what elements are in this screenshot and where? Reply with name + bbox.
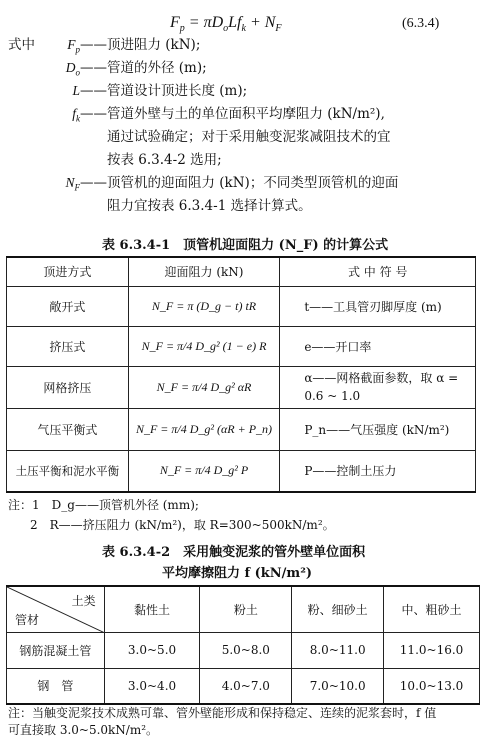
table1-method: 网格挤压: [7, 366, 129, 408]
table1-caption: 表 6.3.4-1 顶管机迎面阻力 (N_F) 的计算公式: [102, 238, 389, 253]
table1-note-2: 2 R——挤压阻力 (kN/m²)，取 R=300~500kN/m²。: [30, 518, 335, 532]
table1-symbols: P_n——气压强度 (kN/m²): [280, 408, 476, 450]
table-row: [7, 450, 476, 492]
definition-nf-line2: 阻力宜按表 6.3.4-1 选择计算式。: [107, 198, 312, 214]
table2-material: 钢筋混凝土管: [7, 632, 105, 668]
table2-material: 钢 管: [7, 668, 105, 704]
table2-value: 11.0~16.0: [384, 632, 480, 668]
equation-number: (6.3.4): [402, 16, 440, 31]
definition-l: L——管道设计顶进长度 (m);: [72, 83, 248, 99]
definition-nf: $N_F——$顶管机的迎面阻力 (kN)；不同类型顶管机的迎面: [65, 175, 399, 193]
table1-method: 敞开式: [7, 286, 129, 326]
table1: [6, 256, 476, 493]
table1-formula: N_F = π/4 D_g² (1 − e) R: [128, 326, 280, 366]
table2-value: 7.0~10.0: [292, 668, 384, 704]
table2-note-line1: 注：当触变泥浆技术成熟可靠、管外壁能形成和保持稳定、连续的泥浆套时，f 值: [8, 706, 437, 720]
table-row: [7, 286, 476, 326]
definition-fk-line2: 通过试验确定；对于采用触变泥浆减阻技术的宜: [107, 129, 391, 145]
table2-corner-top: 土类: [71, 594, 96, 608]
table1-method: 气压平衡式: [7, 408, 129, 450]
table2-header-fine-sand: 粉、细砂土: [292, 586, 384, 632]
definition-do: $D_o——$管道的外径 (m);: [65, 60, 207, 78]
table2-value: 3.0~5.0: [104, 632, 200, 668]
table1-header-symbols: 式 中 符 号: [280, 257, 476, 286]
table1-symbols: t——工具管刃脚厚度 (m): [280, 286, 476, 326]
table2: [6, 585, 480, 705]
table2-value: 8.0~11.0: [292, 632, 384, 668]
table-row: [7, 632, 480, 668]
table1-symbols: P——控制土压力: [280, 450, 476, 492]
table1-method: 土压平衡和泥水平衡: [7, 450, 129, 492]
where-label: 式中: [8, 37, 35, 53]
table2-caption-line2: 平均摩擦阻力 f (kN/m²): [162, 566, 313, 581]
table2-value: 4.0~7.0: [200, 668, 292, 704]
definition-fk: $f_k——$管道外壁与土的单位面积平均摩阻力 (kN/m²),: [72, 106, 385, 124]
table-row: [7, 668, 480, 704]
table2-header-coarse-sand: 中、粗砂土: [384, 586, 480, 632]
table2-caption-line1: 表 6.3.4-2 采用触变泥浆的管外壁单位面积: [102, 545, 366, 560]
table2-value: 5.0~8.0: [200, 632, 292, 668]
table2-header-clay: 黏性土: [104, 586, 200, 632]
table1-note-1: 注：1 D_g——顶管机外径 (mm);: [8, 498, 199, 512]
table2-header-silt: 粉土: [200, 586, 292, 632]
table1-header-resistance: 迎面阻力 (kN): [128, 257, 280, 286]
table1-formula: N_F = π/4 D_g² αR: [128, 366, 280, 408]
table1-formula: N_F = π (D_g − t) tR: [128, 286, 280, 326]
table2-value: 10.0~13.0: [384, 668, 480, 704]
table2-note-line2: 可直接取 3.0~5.0kN/m²。: [8, 723, 159, 737]
table1-method: 挤压式: [7, 326, 129, 366]
table1-formula: N_F = π/4 D_g² (αR + P_n): [128, 408, 280, 450]
definition-fp: $F_p——$顶进阻力 (kN);: [67, 37, 201, 55]
table1-symbols: α——网格截面参数，取 α = 0.6 ~ 1.0: [280, 366, 476, 408]
main-formula: $F_p = \pi D_oLf_k + N_F$: [170, 14, 282, 35]
table-row: [7, 366, 476, 408]
table-row: [7, 408, 476, 450]
table1-symbols: e——开口率: [280, 326, 476, 366]
table2-corner-cell: [7, 586, 105, 632]
table1-header-method: 顶进方式: [7, 257, 129, 286]
table2-value: 3.0~4.0: [104, 668, 200, 704]
table-row: [7, 326, 476, 366]
table2-corner-bottom: 管材: [15, 612, 40, 627]
table1-formula: N_F = π/4 D_g² P: [128, 450, 280, 492]
definition-fk-line3: 按表 6.3.4-2 选用;: [107, 152, 222, 168]
